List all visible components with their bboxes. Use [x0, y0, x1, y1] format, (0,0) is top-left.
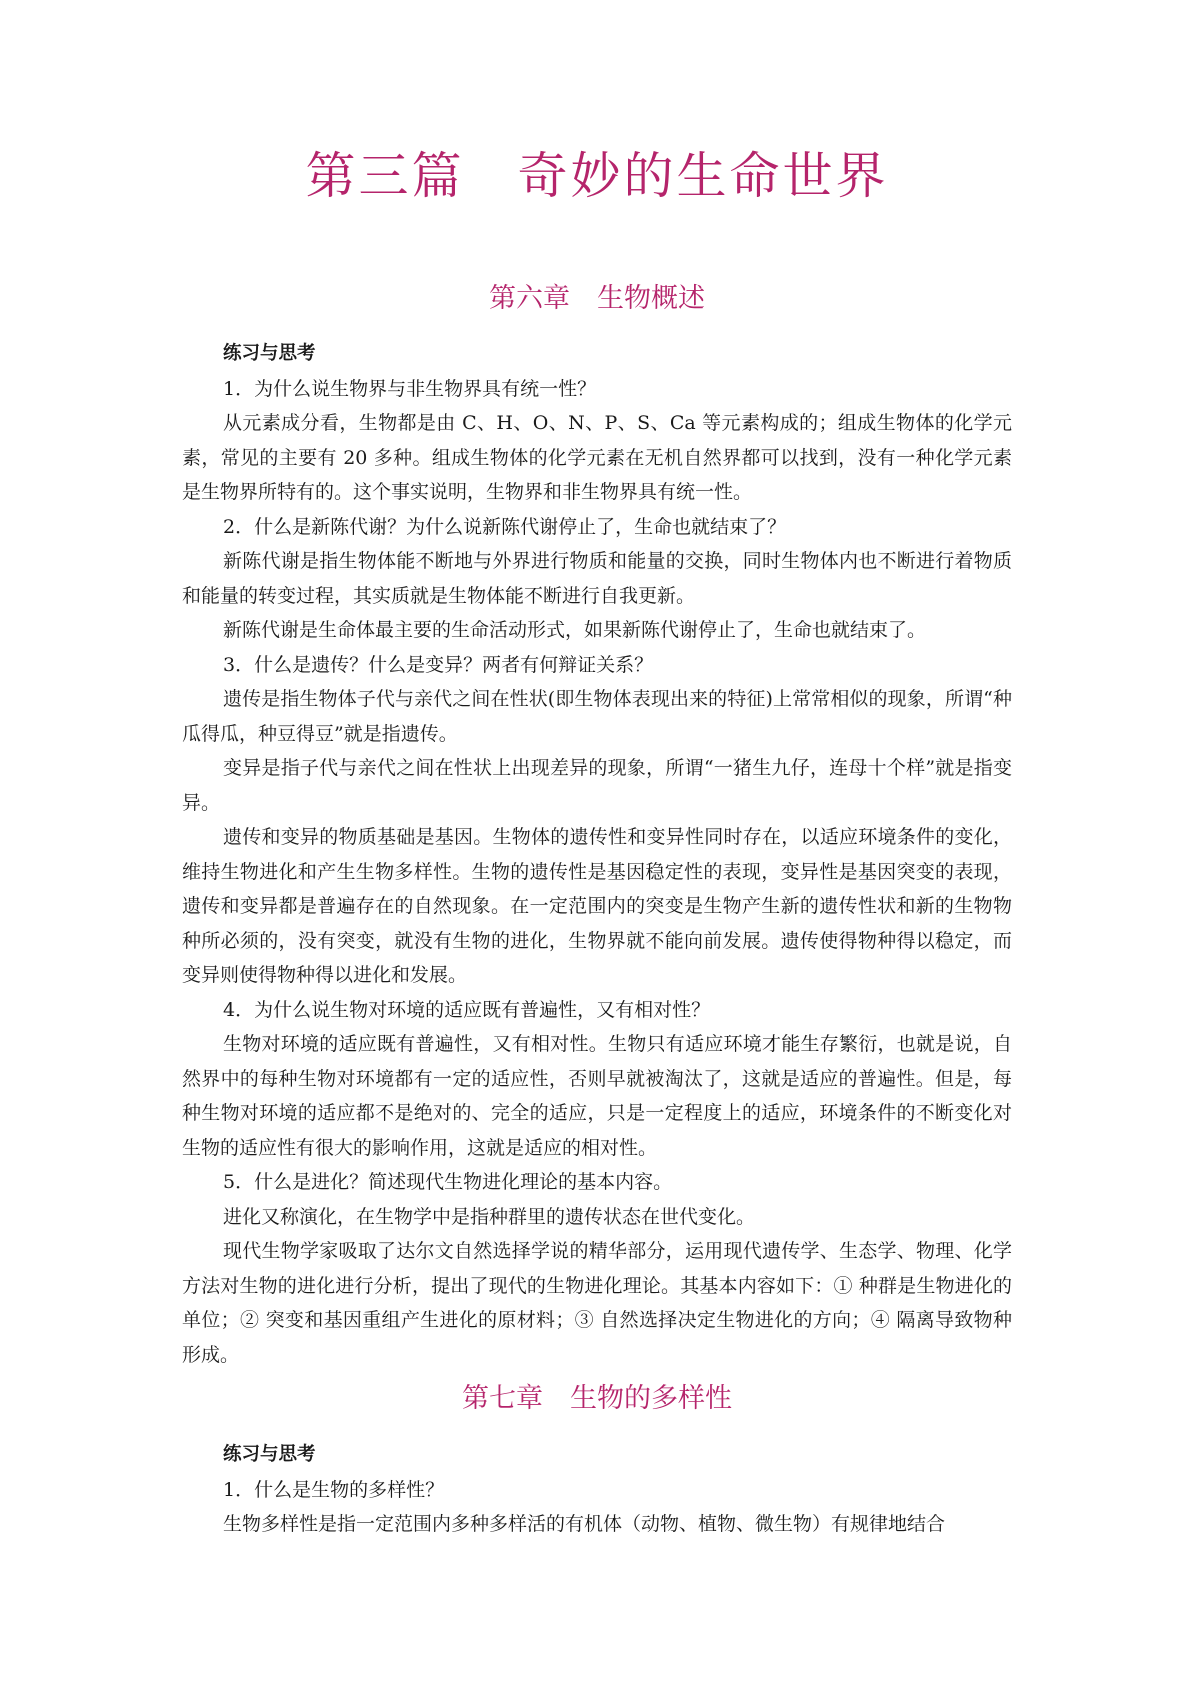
ch7-answer-1: 生物多样性是指一定范围内多种多样活的有机体（动物、植物、微生物）有规律地结合: [223, 1513, 946, 1535]
question-2: 2．什么是新陈代谢？为什么说新陈代谢停止了，生命也就结束了？: [223, 515, 787, 538]
answer-3a: 遗传是指生物体子代与亲代之间在性状(即生物体表现出来的特征)上常常相似的现象，所谓“种瓜得瓜，种豆得豆”就是指遗传。: [182, 688, 1012, 745]
question-5: 5．什么是进化？简述现代生物进化理论的基本内容。: [223, 1171, 673, 1193]
answer-3c: 遗传和变异的物质基础是基因。生物体的遗传性和变异性同时存在，以适应环境条件的变化，维持生物进化和产生生物多样性。生物的遗传性是基因稳定性的表现，变异性是基因突变的表现，遗传和变异都是普遍存在的自然现象。在一定范围内的突变是生物产生新的遗传性状和新的生物物种所必须的，没有突变，就没有生物的进化，生物界就不能向前发展。遗传使得物种得以稳定，而变异则使得物种得以进化和发展。: [182, 826, 1012, 986]
answer-2b: 新陈代谢是生命体最主要的生命活动形式，如果新陈代谢停止了，生命也就结束了。: [223, 619, 927, 641]
part-title: 第三篇 奇妙的生命世界: [305, 147, 889, 205]
question-3: 3．什么是遗传？什么是变异？两者有何辩证关系？: [223, 653, 654, 676]
ch7-question-1: 1．什么是生物的多样性？: [223, 1478, 445, 1501]
question-1: 1．为什么说生物界与非生物界具有统一性？: [223, 377, 597, 400]
chapter7-section-heading: 练习与思考: [223, 1444, 316, 1465]
chapter7-title: 第七章 生物的多样性: [462, 1383, 732, 1414]
answer-2a: 新陈代谢是指生物体能不断地与外界进行物质和能量的交换，同时生物体内也不断进行着物质和能量的转变过程，其实质就是生物体能不断进行自我更新。: [182, 550, 1012, 607]
answer-3b: 变异是指子代与亲代之间在性状上出现差异的现象，所谓“一猪生九仔，连母十个样”就是指变异。: [182, 757, 1012, 814]
answer-5b: 现代生物学家吸取了达尔文自然选择学说的精华部分，运用现代遗传学、生态学、物理、化学方法对生物的进化进行分析，提出了现代的生物进化理论。其基本内容如下：① 种群是生物进化的单位；② 突变和基因重组产生进化的原材料；③ 自然选择决定生物进化的方向；④ 隔离导致物种形成。: [182, 1240, 1012, 1366]
answer-4: 生物对环境的适应既有普遍性，又有相对性。生物只有适应环境才能生存繁衍，也就是说，自然界中的每种生物对环境都有一定的适应性，否则早就被淘汰了，这就是适应的普遍性。但是，每种生物对环境的适应都不是绝对的、完全的适应，只是一定程度上的适应，环境条件的不断变化对生物的适应性有很大的影响作用，这就是适应的相对性。: [182, 1033, 1012, 1159]
chapter6-title: 第六章 生物概述: [489, 283, 705, 314]
answer-1: 从元素成分看，生物都是由 C、H、O、N、P、S、Ca 等元素构成的；组成生物体的化学元素，常见的主要有 20 多种。组成生物体的化学元素在无机自然界都可以找到，没有一种化学元素是生物界所特有的。这个事实说明，生物界和非生物界具有统一性。: [182, 412, 1012, 503]
chapter6-content: [182, 337, 1012, 1372]
answer-5a: 进化又称演化，在生物学中是指种群里的遗传状态在世代变化。: [223, 1205, 756, 1228]
chapter7-content: [182, 1438, 1012, 1542]
chapter6-section-heading: 练习与思考: [223, 343, 316, 364]
question-4: 4．为什么说生物对环境的适应既有普遍性，又有相对性？: [223, 998, 711, 1021]
